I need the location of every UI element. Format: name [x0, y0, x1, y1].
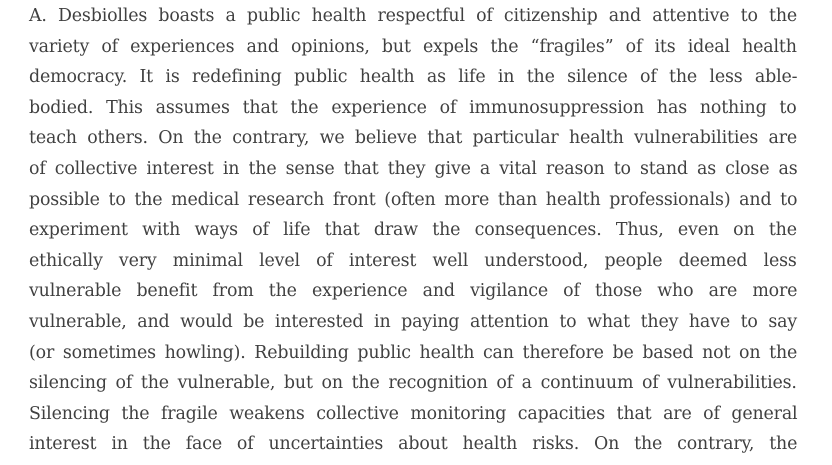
paragraph-line: silencing of the vulnerable, but on the recognition of a continuum of vulnerabilities. — [29, 373, 797, 394]
paragraph-line: ethically very minimal level of interest well understood, people deemed less — [29, 250, 797, 271]
paragraph-line: A. Desbiolles boasts a public health respectful of citizenship and attentive to the — [29, 6, 798, 26]
body-paragraph — [29, 1, 797, 460]
paragraph-line: democracy. It is redefining public health as life in the silence of the less able- — [29, 67, 798, 88]
paragraph-line: interest in the face of uncertainties about health risks. On the contrary, the — [29, 434, 798, 455]
paragraph-line: teach others. On the contrary, we believe that particular health vulnerabilities are — [29, 128, 798, 149]
paragraph-line: vulnerable benefit from the experience and vigilance of those who are more — [29, 281, 798, 302]
paragraph-line: vulnerable, and would be interested in paying attention to what they have to say — [29, 311, 798, 332]
paragraph-line: variety of experiences and opinions, but expels the “fragiles” of its ideal health — [29, 36, 797, 57]
paragraph-line: bodied. This assumes that the experience of immunosuppression has nothing to — [29, 97, 797, 118]
paragraph-line: (or sometimes howling). Rebuilding public health can therefore be based not on the — [29, 342, 798, 363]
paragraph-line: experiment with ways of life that draw the consequences. Thus, even on the — [29, 220, 797, 241]
paragraph-line: possible to the medical research front (often more than health professionals) and to — [29, 189, 798, 210]
paragraph-line: Silencing the fragile weakens collective monitoring capacities that are of general — [29, 403, 798, 424]
paragraph-line: of collective interest in the sense that they give a vital reason to stand as close as — [29, 158, 798, 179]
